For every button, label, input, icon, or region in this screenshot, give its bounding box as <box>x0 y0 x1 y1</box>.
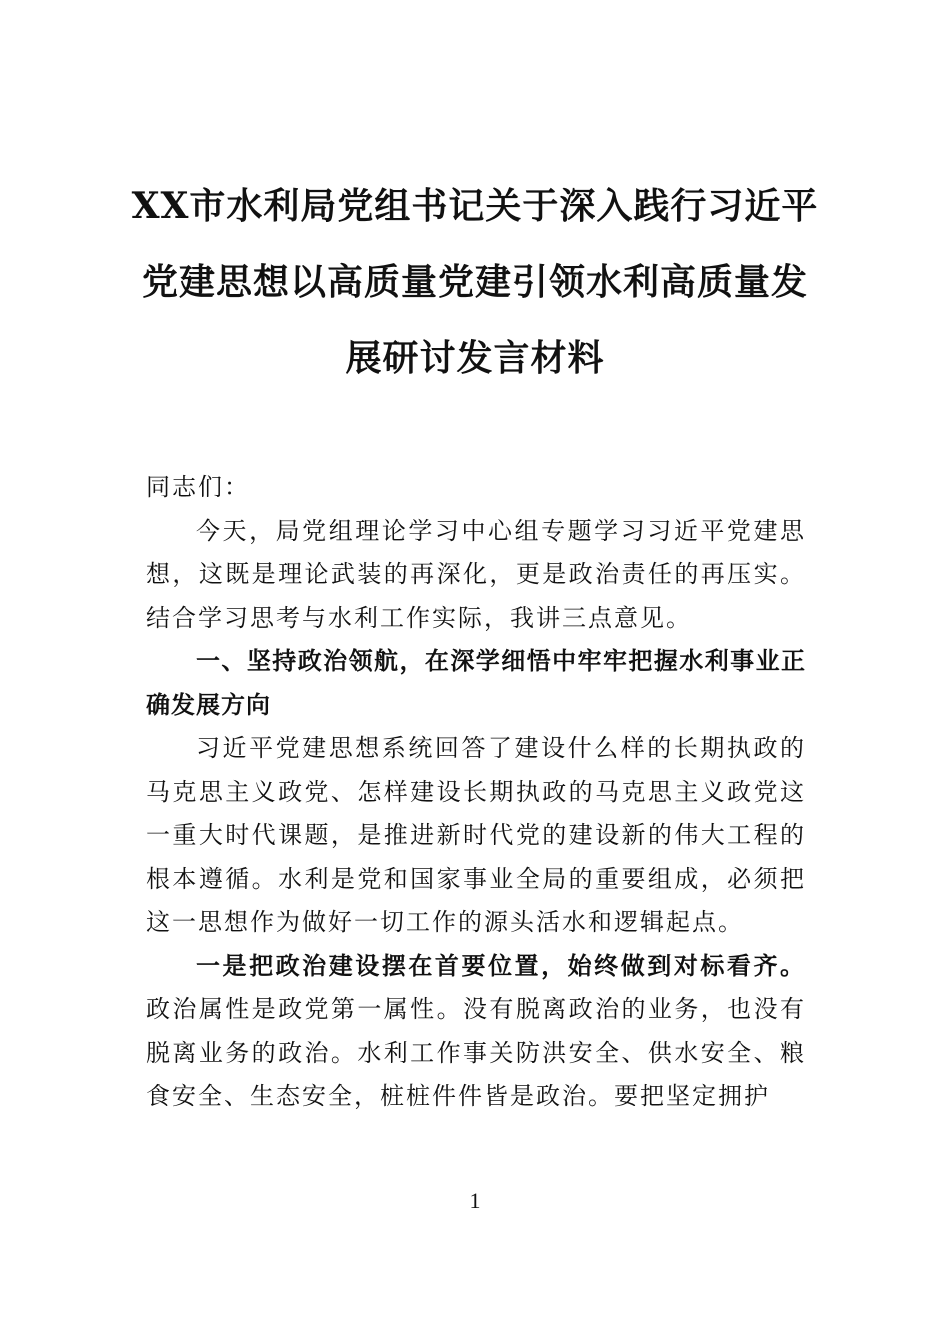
title-line-2: 党建思想以高质量党建引领水利高质量发 <box>141 261 808 303</box>
section-1-paragraph: 习近平党建思想系统回答了建设什么样的长期执政的马克思主义政党、怎样建设长期执政的马克思主义政党这一重大时代课题，是推进新时代党的建设新的伟大工程的根本遵循。水利是党和国家事业全局的重要组成，必须把这一思想作为做好一切工作的源头活水和逻辑起点。 <box>146 734 806 936</box>
title-line-1: XX市水利局党组书记关于深入践行习近平 <box>131 185 819 227</box>
point-1-lead: 一是把政治建设摆在首要位置，始终做到对标看齐。 <box>196 951 806 980</box>
salutation: 同志们： <box>146 473 250 501</box>
document-title <box>120 168 830 396</box>
point-1-text: 政治属性是政党第一属性。没有脱离政治的业务，也没有脱离业务的政治。水利工作事关防洪安全、供水安全、粮食安全、生态安全，桩桩件件皆是政治。要把坚定拥护 <box>146 995 806 1110</box>
point-1-paragraph <box>146 945 806 1119</box>
page-number: 1 <box>469 1188 481 1213</box>
document-body <box>146 466 806 1119</box>
title-line-3: 展研讨发言材料 <box>345 337 605 379</box>
intro-paragraph: 今天，局党组理论学习中心组专题学习习近平党建思想，这既是理论武装的再深化，更是政治责任的再压实。结合学习思考与水利工作实际，我讲三点意见。 <box>146 516 806 632</box>
section-1-heading: 一、坚持政治领航，在深学细悟中牢牢把握水利事业正确发展方向 <box>146 647 806 719</box>
